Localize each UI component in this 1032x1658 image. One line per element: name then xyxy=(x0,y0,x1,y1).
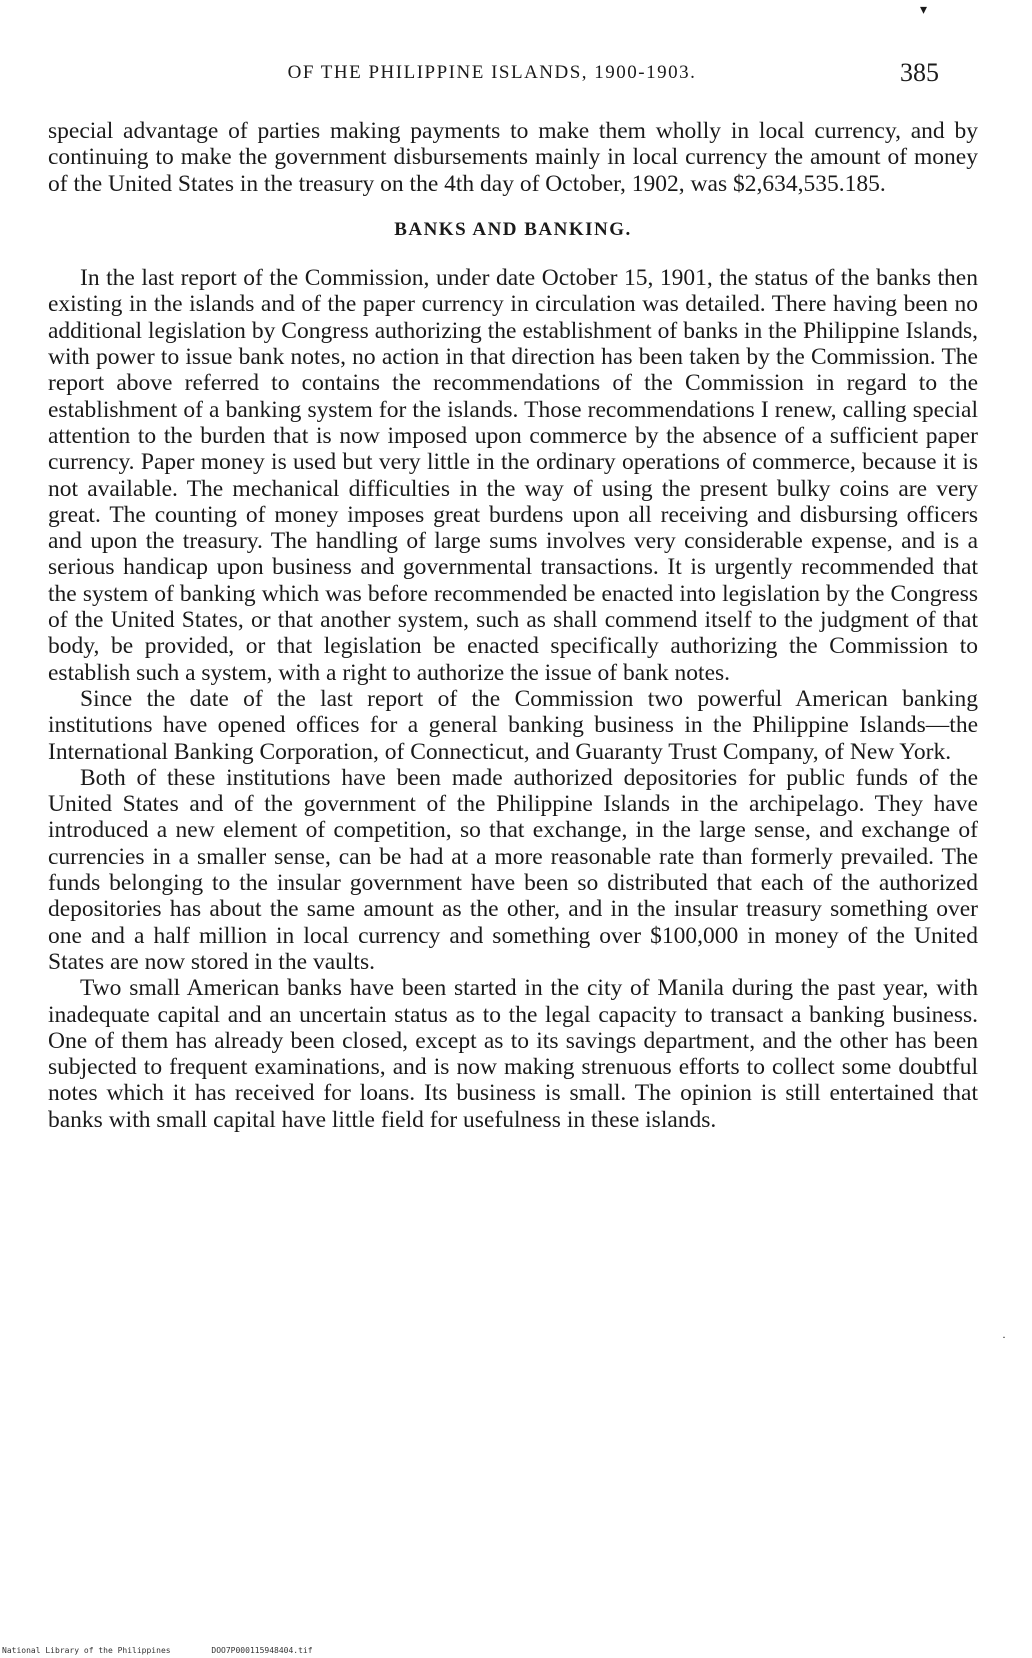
paragraph-american-institutions: Since the date of the last report of the Commission two powerful American banking institutions have opened offices for a general banking business in the Philippine Islands—the International Banking Corporation, of Connecticut, and Guaranty Trust Company, of New York. xyxy=(48,685,978,765)
page-number: 385 xyxy=(900,58,939,87)
paragraph-depositories: Both of these institutions have been made authorized depositories for public funds of the United States and of the government of the Philippine Islands in the archipelago. They have introduced a new element of competition, so that exchange, in the large sense, and exchange of currencies in a smaller sense, can be had at a more reasonable rate than formerly prevailed. The funds belonging to the insular government have been so distributed that each of the authorized depositories has about the same amount as the other, and in the insular treasury something over one and a half million in local currency and something over $100,000 in money of the United States are now stored in the vaults. xyxy=(48,764,978,975)
footer-library: National Library of the Philippines xyxy=(2,1646,171,1655)
section-heading: BANKS AND BANKING. xyxy=(394,218,632,240)
scan-footer xyxy=(2,1646,349,1655)
body-text xyxy=(48,118,978,1133)
scan-mark: ▾ xyxy=(920,3,928,18)
paragraph-banking-legislation: In the last report of the Commission, under date October 15, 1901, the status of the banks then existing in the islands and of the paper currency in circulation was detailed. There having been no additional legislation by Congress authorizing the establishment of banks in the Philippine Islands, with power to issue bank notes, no action in that direction has been taken by the Commission. The report above referred to contains the recommendations of the Commission in regard to the establishment of a banking system for the islands. Those recommendations I renew, calling special attention to the burden that is now imposed upon commerce by the absence of a sufficient paper currency. Paper money is used but very little in the ordinary operations of commerce, because it is not available. The mechanical difficulties in the way of using the present bulky coins are very great. The counting of money imposes great burdens upon all receiving and disbursing officers and upon the treasury. The handling of large sums involves very considerable expense, and is a serious handicap upon business and governmental transactions. It is urgently recommended that the system of banking which was before recommended be enacted into legislation by the Congress of the United States, or that another system, such as shall commend itself to the judgment of that body, be provided, or that legislation be enacted specifically authorizing the Commission to establish such a system, with a right to authorize the issue of bank notes. xyxy=(48,265,978,686)
running-title: OF THE PHILIPPINE ISLANDS, 1900-1903. xyxy=(287,62,697,83)
scan-speck: · xyxy=(1002,1330,1006,1344)
opening-paragraph: special advantage of parties making payments to make them wholly in local currency, and by continuing to make the government disbursements mainly in local currency the amount of money of the United States in the treasury on the 4th day of October, 1902, was $2,634,535.185. xyxy=(48,118,978,197)
footer-file-id: DOO7P000115948404.tif xyxy=(211,1646,313,1655)
paragraph-small-banks: Two small American banks have been started in the city of Manila during the past year, with inadequate capital and an uncertain status as to the legal capacity to transact a banking business. One of them has already been closed, except as to its savings department, and the other has been subjected to frequent examinations, and is now making strenuous efforts to collect some doubtful notes which it has received for loans. Its business is small. The opinion is still entertained that banks with small capital have little field for usefulness in these islands. xyxy=(48,975,978,1133)
